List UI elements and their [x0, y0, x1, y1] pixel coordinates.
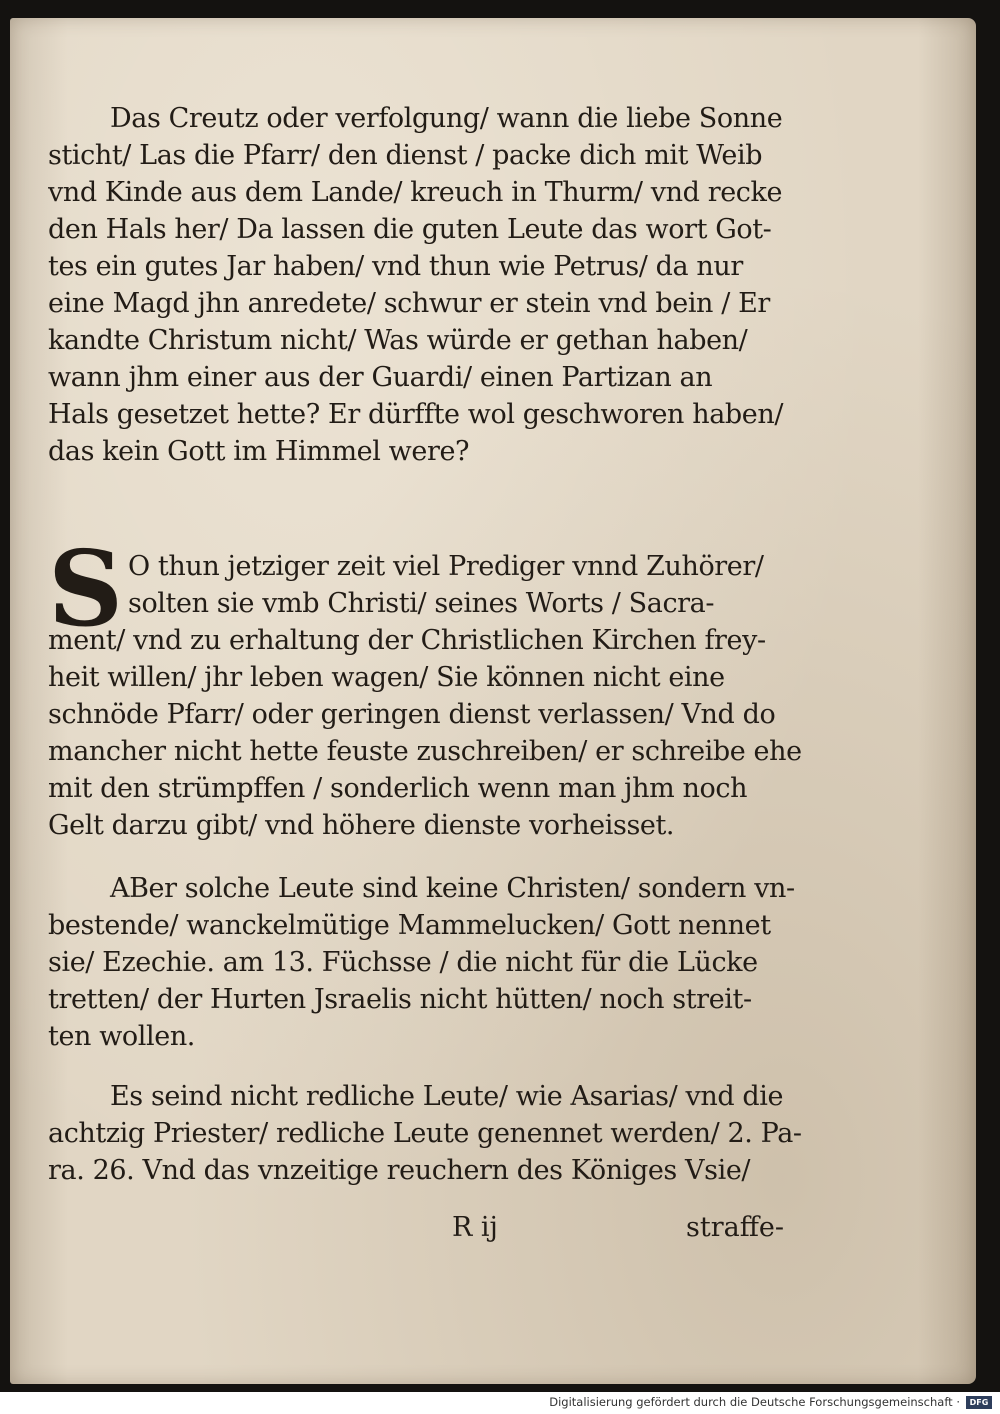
text-line: den Hals her/ Da lassen die guten Leute das wort Got- [48, 214, 772, 245]
paragraph-2 [48, 548, 848, 844]
text-line: Das Creutz oder verfolgung/ wann die liebe Sonne [110, 103, 783, 134]
text-line: tes ein gutes Jar haben/ vnd thun wie Petrus/ da nur [48, 251, 743, 282]
text-line: schnöde Pfarr/ oder geringen dienst verlassen/ Vnd do [48, 699, 776, 730]
decorated-initial: S [48, 527, 124, 650]
text-line: eine Magd jhn anredete/ schwur er stein vnd bein / Er [48, 288, 770, 319]
catchword: straffe- [686, 1212, 784, 1243]
text-line: sticht/ Las die Pfarr/ den dienst / packe dich mit Weib [48, 140, 763, 171]
text-line: Es seind nicht redliche Leute/ wie Asarias/ vnd die [110, 1081, 784, 1112]
text-line: bestende/ wanckelmütige Mammelucken/ Gott nennet [48, 910, 771, 941]
paragraph-1 [48, 100, 848, 470]
text-line: das kein Gott im Himmel were? [48, 436, 470, 467]
text-line: kandte Christum nicht/ Was würde er gethan haben/ [48, 325, 748, 356]
dfg-logo-icon: DFG [966, 1396, 992, 1409]
text-line: Hals gesetzet hette? Er dürffte wol geschworen haben/ [48, 399, 784, 430]
text-line: wann jhm einer aus der Guardi/ einen Partizan an [48, 362, 713, 393]
text-line: ment/ vnd zu erhaltung der Christlichen Kirchen frey- [48, 625, 766, 656]
paragraph-3 [48, 870, 848, 1055]
text-line: mit den strümpffen / sonderlich wenn man jhm noch [48, 773, 748, 804]
text-line: ra. 26. Vnd das vnzeitige reuchern des Königes Vsie/ [48, 1155, 751, 1186]
text-line: sie/ Ezechie. am 13. Füchsse / die nicht für die Lücke [48, 947, 758, 978]
text-line: achtzig Priester/ redliche Leute genennet werden/ 2. Pa- [48, 1118, 802, 1149]
funding-bar [0, 1392, 1000, 1414]
text-line: heit willen/ jhr leben wagen/ Sie können nicht eine [48, 662, 725, 693]
text-line: ten wollen. [48, 1021, 195, 1052]
text-line: O thun jetziger zeit viel Prediger vnnd Zuhörer/ [128, 551, 764, 582]
paragraph-4 [48, 1078, 848, 1189]
text-line: ABer solche Leute sind keine Christen/ sondern vn- [110, 873, 795, 904]
text-line: solten sie vmb Christi/ seines Worts / Sacra- [128, 588, 715, 619]
signature-mark: R ij [452, 1212, 498, 1243]
text-line: vnd Kinde aus dem Lande/ kreuch in Thurm/ vnd recke [48, 177, 783, 208]
text-line: Gelt darzu gibt/ vnd höhere dienste vorheisset. [48, 810, 675, 841]
text-line: tretten/ der Hurten Jsraelis nicht hütten/ noch streit- [48, 984, 752, 1015]
book-page [10, 18, 976, 1384]
text-line: mancher nicht hette feuste zuschreiben/ er schreibe ehe [48, 736, 802, 767]
funding-note: Digitalisierung gefördert durch die Deutsche Forschungsgemeinschaft · [549, 1395, 960, 1409]
